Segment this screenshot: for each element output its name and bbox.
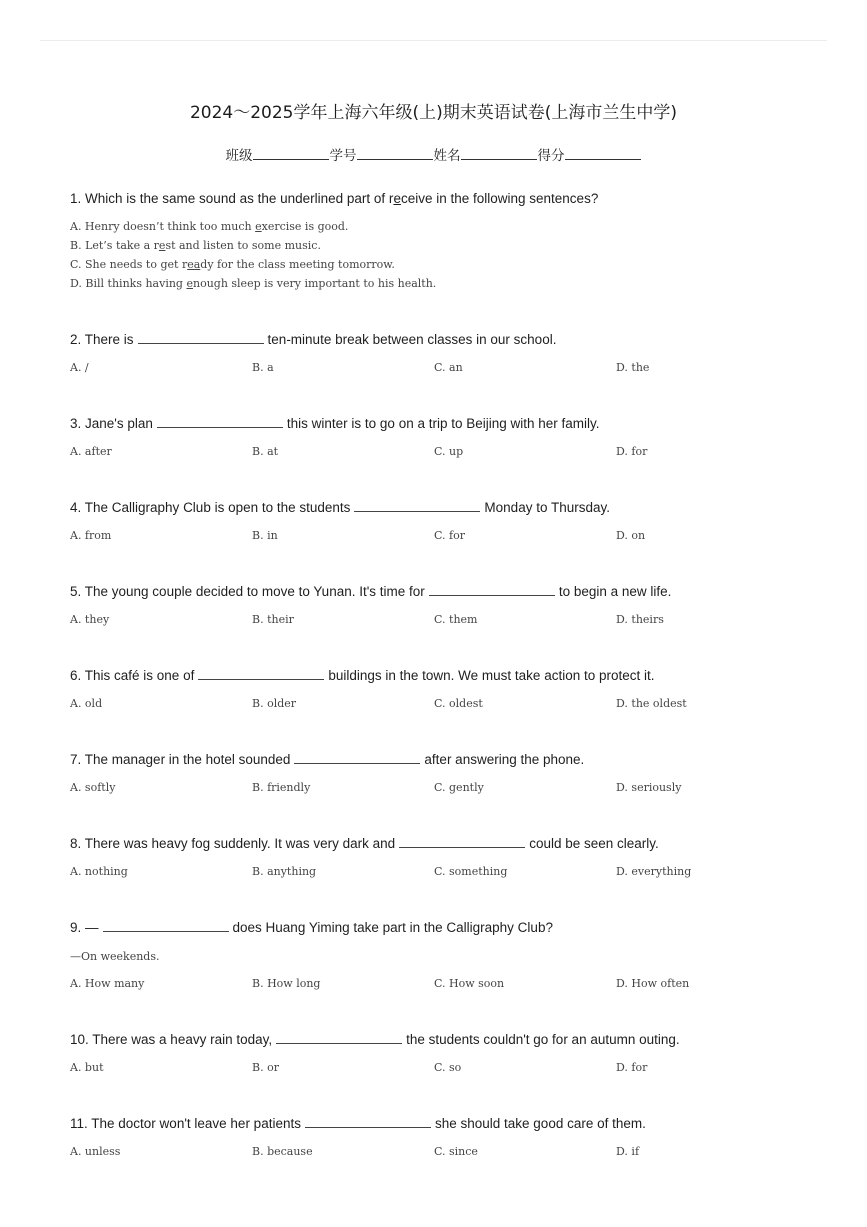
q9-option-d[interactable]: D. How often (616, 977, 690, 990)
q10-option-d[interactable]: D. for (616, 1061, 648, 1074)
q1-option-c[interactable] (70, 258, 395, 271)
q4-option-b[interactable]: B. in (252, 529, 278, 542)
q10-option-c[interactable]: C. so (434, 1061, 462, 1074)
top-divider (40, 40, 827, 41)
q5-option-b[interactable]: B. their (252, 613, 294, 626)
question-5-stem (70, 584, 671, 599)
q9-option-a[interactable]: A. How many (70, 977, 145, 990)
q3-option-c[interactable]: C. up (434, 445, 464, 458)
q8-option-a[interactable]: A. nothing (70, 865, 128, 878)
class-blank[interactable] (253, 147, 329, 160)
option-underlined: e (158, 239, 166, 252)
q9-option-c[interactable]: C. How soon (434, 977, 505, 990)
option-text: B. Let’s take a r (70, 239, 159, 252)
q11-option-c[interactable]: C. since (434, 1145, 478, 1158)
answer-blank[interactable] (103, 920, 229, 932)
stem-pre: 6. This café is one of (70, 668, 195, 683)
q6-option-a[interactable]: A. old (70, 697, 103, 710)
stem-post: she should take good care of them. (434, 1116, 646, 1131)
stem-pre: 5. The young couple decided to move to Yunan. It's time for (70, 584, 425, 599)
stem-post: ten-minute break between classes in our school. (267, 332, 557, 347)
answer-blank[interactable] (294, 752, 420, 764)
option-text: nough sleep is very important to his health. (192, 277, 437, 290)
question-1-stem (70, 191, 598, 206)
q11-option-d[interactable]: D. if (616, 1145, 640, 1158)
exam-title: 2024～2025学年上海六年级(上)期末英语试卷(上海市兰生中学) (189, 103, 678, 123)
q8-option-b[interactable]: B. anything (252, 865, 317, 878)
stem-pre: 7. The manager in the hotel sounded (70, 752, 291, 767)
q9-option-b[interactable]: B. How long (252, 977, 321, 990)
q1-option-b[interactable] (70, 239, 321, 252)
option-text: D. Bill thinks having (70, 277, 187, 290)
q8-option-c[interactable]: C. something (434, 865, 508, 878)
option-underlined: e (186, 277, 193, 290)
q2-option-d[interactable]: D. the (616, 361, 650, 374)
answer-blank[interactable] (305, 1116, 431, 1128)
q7-option-d[interactable]: D. seriously (616, 781, 682, 794)
q1-option-d[interactable] (70, 277, 436, 290)
student-info-line (0, 144, 867, 164)
question-9-stem (70, 920, 553, 935)
question-2-stem (70, 332, 556, 347)
stem-post: the students couldn't go for an autumn outing. (406, 1032, 680, 1047)
name-label: 姓名 (433, 148, 461, 164)
q7-option-b[interactable]: B. friendly (252, 781, 311, 794)
option-text: A. Henry doesn’t think too much (70, 220, 256, 233)
q5-option-c[interactable]: C. them (434, 613, 478, 626)
stem-pre: 2. There is (70, 332, 134, 347)
q7-option-a[interactable]: A. softly (70, 781, 116, 794)
question-6-stem (70, 668, 655, 683)
stem-post: Monday to Thursday. (484, 500, 610, 515)
answer-blank[interactable] (138, 332, 264, 344)
answer-blank[interactable] (354, 500, 480, 512)
q5-option-a[interactable]: A. they (70, 613, 110, 626)
id-label: 学号 (329, 148, 357, 164)
q4-option-a[interactable]: A. from (70, 529, 112, 542)
answer-blank[interactable] (276, 1032, 402, 1044)
id-blank[interactable] (357, 147, 433, 160)
option-underlined: e (255, 220, 262, 233)
question-10-stem (70, 1032, 680, 1047)
question-7-stem (70, 752, 584, 767)
stem-pre: 3. Jane's plan (70, 416, 153, 431)
q10-option-a[interactable]: A. but (70, 1061, 104, 1074)
name-blank[interactable] (461, 147, 537, 160)
option-text: xercise is good. (261, 220, 349, 233)
q9-dialog-answer: —On weekends. (70, 950, 160, 963)
answer-blank[interactable] (157, 416, 283, 428)
q10-option-b[interactable]: B. or (252, 1061, 279, 1074)
q11-option-b[interactable]: B. because (252, 1145, 313, 1158)
q3-option-d[interactable]: D. for (616, 445, 648, 458)
score-label: 得分 (537, 148, 565, 164)
stem-post: does Huang Yiming take part in the Calligraphy Club? (232, 920, 553, 935)
class-label: 班级 (225, 148, 253, 164)
stem-post: buildings in the town. We must take action to protect it. (328, 668, 655, 683)
q6-option-b[interactable]: B. older (252, 697, 297, 710)
q4-option-c[interactable]: C. for (434, 529, 465, 542)
stem-post: to begin a new life. (558, 584, 672, 599)
question-3-stem (70, 416, 600, 431)
answer-blank[interactable] (198, 668, 324, 680)
stem-pre: 9. — (70, 920, 99, 935)
stem-pre: 8. There was heavy fog suddenly. It was very dark and (70, 836, 396, 851)
option-text: C. She needs to get r (70, 258, 188, 271)
q3-option-b[interactable]: B. at (252, 445, 279, 458)
option-text: dy for the class meeting tomorrow. (200, 258, 395, 271)
answer-blank[interactable] (399, 836, 525, 848)
stem-pre: 4. The Calligraphy Club is open to the students (70, 500, 351, 515)
question-8-stem (70, 836, 659, 851)
answer-blank[interactable] (429, 584, 555, 596)
q2-option-a[interactable]: A. / (70, 361, 89, 374)
q1-stem-pre: 1. Which is the same sound as the underlined part of r (70, 191, 394, 206)
q1-option-a[interactable] (70, 220, 348, 233)
stem-post: this winter is to go on a trip to Beijing with her family. (286, 416, 600, 431)
q11-option-a[interactable]: A. unless (70, 1145, 121, 1158)
question-4-stem (70, 500, 610, 515)
q1-stem-underlined: e (393, 191, 401, 206)
option-underlined: ea (187, 258, 201, 271)
stem-post: after answering the phone. (424, 752, 585, 767)
stem-post: could be seen clearly. (529, 836, 659, 851)
question-11-stem (70, 1116, 646, 1131)
option-text: st and listen to some music. (165, 239, 321, 252)
q1-stem-post: ceive in the following sentences? (400, 191, 599, 206)
q6-option-c[interactable]: C. oldest (434, 697, 483, 710)
stem-pre: 11. The doctor won't leave her patients (70, 1116, 301, 1131)
stem-pre: 10. There was a heavy rain today, (70, 1032, 273, 1047)
q7-option-c[interactable]: C. gently (434, 781, 484, 794)
q8-option-d[interactable]: D. everything (616, 865, 692, 878)
q3-option-a[interactable]: A. after (70, 445, 112, 458)
q4-option-d[interactable]: D. on (616, 529, 646, 542)
q2-option-b[interactable]: B. a (252, 361, 274, 374)
q2-option-c[interactable]: C. an (434, 361, 463, 374)
q6-option-d[interactable]: D. the oldest (616, 697, 687, 710)
q5-option-d[interactable]: D. theirs (616, 613, 664, 626)
score-blank[interactable] (565, 147, 641, 160)
